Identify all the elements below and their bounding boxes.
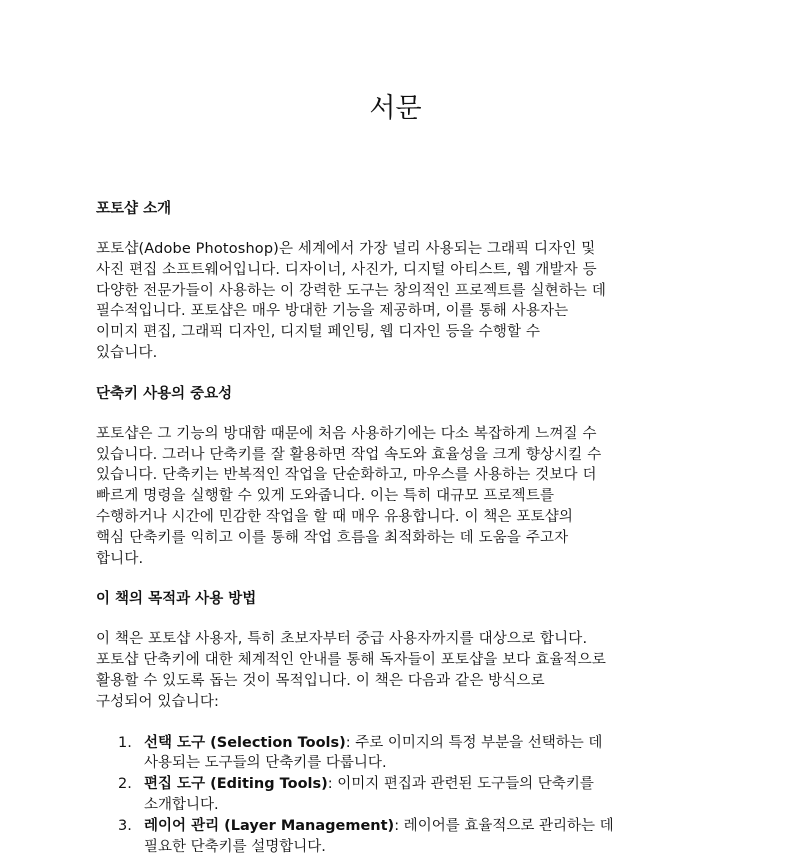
list-number: 1. xyxy=(118,734,132,751)
paragraph-line: 있습니다. xyxy=(96,344,158,361)
list-item-desc: : 주로 이미지의 특정 부분을 선택하는 데 xyxy=(345,734,603,751)
list-item-line xyxy=(144,733,696,754)
document-body xyxy=(96,198,696,857)
paragraph-line: 포토샵(Adobe Photoshop)은 세계에서 가장 널리 사용되는 그래픽 디자인 및 xyxy=(96,241,596,257)
page-title: 서문 xyxy=(369,93,422,124)
paragraph-line: 포토샵은 그 기능의 방대함 때문에 처음 사용하기에는 다소 복잡하게 느껴질 수 xyxy=(96,425,597,442)
section-paragraph xyxy=(96,424,696,570)
section-paragraph xyxy=(96,239,696,364)
paragraph-line: 있습니다. 단축키는 반복적인 작업을 단순화하고, 마우스를 사용하는 것보다 더 xyxy=(96,467,597,484)
list-item-term: 레이어 관리 (Layer Management) xyxy=(144,817,395,834)
paragraph-line: 핵심 단축키를 익히고 이를 통해 작업 흐름을 최적화하는 데 도움을 주고자 xyxy=(96,529,569,546)
paragraph-line: 수행하거나 시간에 민감한 작업을 할 때 매우 유용합니다. 이 책은 포토샵의 xyxy=(96,508,574,525)
section-heading: 단축키 사용의 중요성 xyxy=(96,385,233,402)
paragraph-line: 이 책은 포토샵 사용자, 특히 초보자부터 중급 사용자까지를 대상으로 합니다. xyxy=(96,631,588,648)
paragraph-line: 다양한 전문가들이 사용하는 이 강력한 도구는 창의적인 프로젝트를 실현하는 데 xyxy=(96,282,607,299)
list-item-term: 편집 도구 (Editing Tools) xyxy=(144,776,328,793)
book-structure-list xyxy=(96,733,696,857)
paragraph-line: 있습니다. 그러나 단축키를 잘 활용하면 작업 속도와 효율성을 크게 향상시킬 수 xyxy=(96,446,602,463)
section-heading: 이 책의 목적과 사용 방법 xyxy=(96,591,257,608)
section-shortcut-importance xyxy=(96,383,696,570)
list-item-desc: : 이미지 편집과 관련된 도구들의 단축키를 xyxy=(327,776,594,793)
list-item-desc-continued: 사용되는 도구들의 단축키를 다룹니다. xyxy=(144,755,387,772)
list-item xyxy=(96,816,696,857)
section-heading: 포토샵 소개 xyxy=(96,201,172,217)
list-item-desc-continued: 소개합니다. xyxy=(144,796,219,813)
list-item-desc-continued: 필요한 단축키를 설명합니다. xyxy=(144,838,326,855)
list-item-desc: : 레이어를 효율적으로 관리하는 데 xyxy=(394,817,614,834)
list-item-line xyxy=(144,774,696,795)
paragraph-line: 포토샵 단축키에 대한 체계적인 안내를 통해 독자들이 포토샵을 보다 효율적으로 xyxy=(96,652,607,669)
paragraph-line: 구성되어 있습니다: xyxy=(96,693,220,710)
list-item-term: 선택 도구 (Selection Tools) xyxy=(144,734,346,751)
list-number: 3. xyxy=(118,817,132,834)
paragraph-line: 빠르게 명령을 실행할 수 있게 도와줍니다. 이는 특히 대규모 프로젝트를 xyxy=(96,488,555,505)
list-item xyxy=(96,774,696,816)
list-item xyxy=(96,733,696,775)
paragraph-line: 사진 편집 소프트웨어입니다. 디자이너, 사진가, 디지털 아티스트, 웹 개발자 등 xyxy=(96,261,597,278)
section-book-purpose xyxy=(96,588,696,857)
list-item-line xyxy=(144,816,696,837)
paragraph-line: 합니다. xyxy=(96,550,144,567)
paragraph-line: 활용할 수 있도록 돕는 것이 목적입니다. 이 책은 다음과 같은 방식으로 xyxy=(96,672,545,689)
section-paragraph xyxy=(96,629,696,712)
list-number: 2. xyxy=(118,776,132,793)
paragraph-line: 이미지 편집, 그래픽 디자인, 디지털 페인팅, 웹 디자인 등을 수행할 수 xyxy=(96,324,541,341)
section-photoshop-intro xyxy=(96,198,696,364)
paragraph-line: 필수적입니다. 포토샵은 매우 방대한 기능을 제공하며, 이를 통해 사용자는 xyxy=(96,303,569,320)
